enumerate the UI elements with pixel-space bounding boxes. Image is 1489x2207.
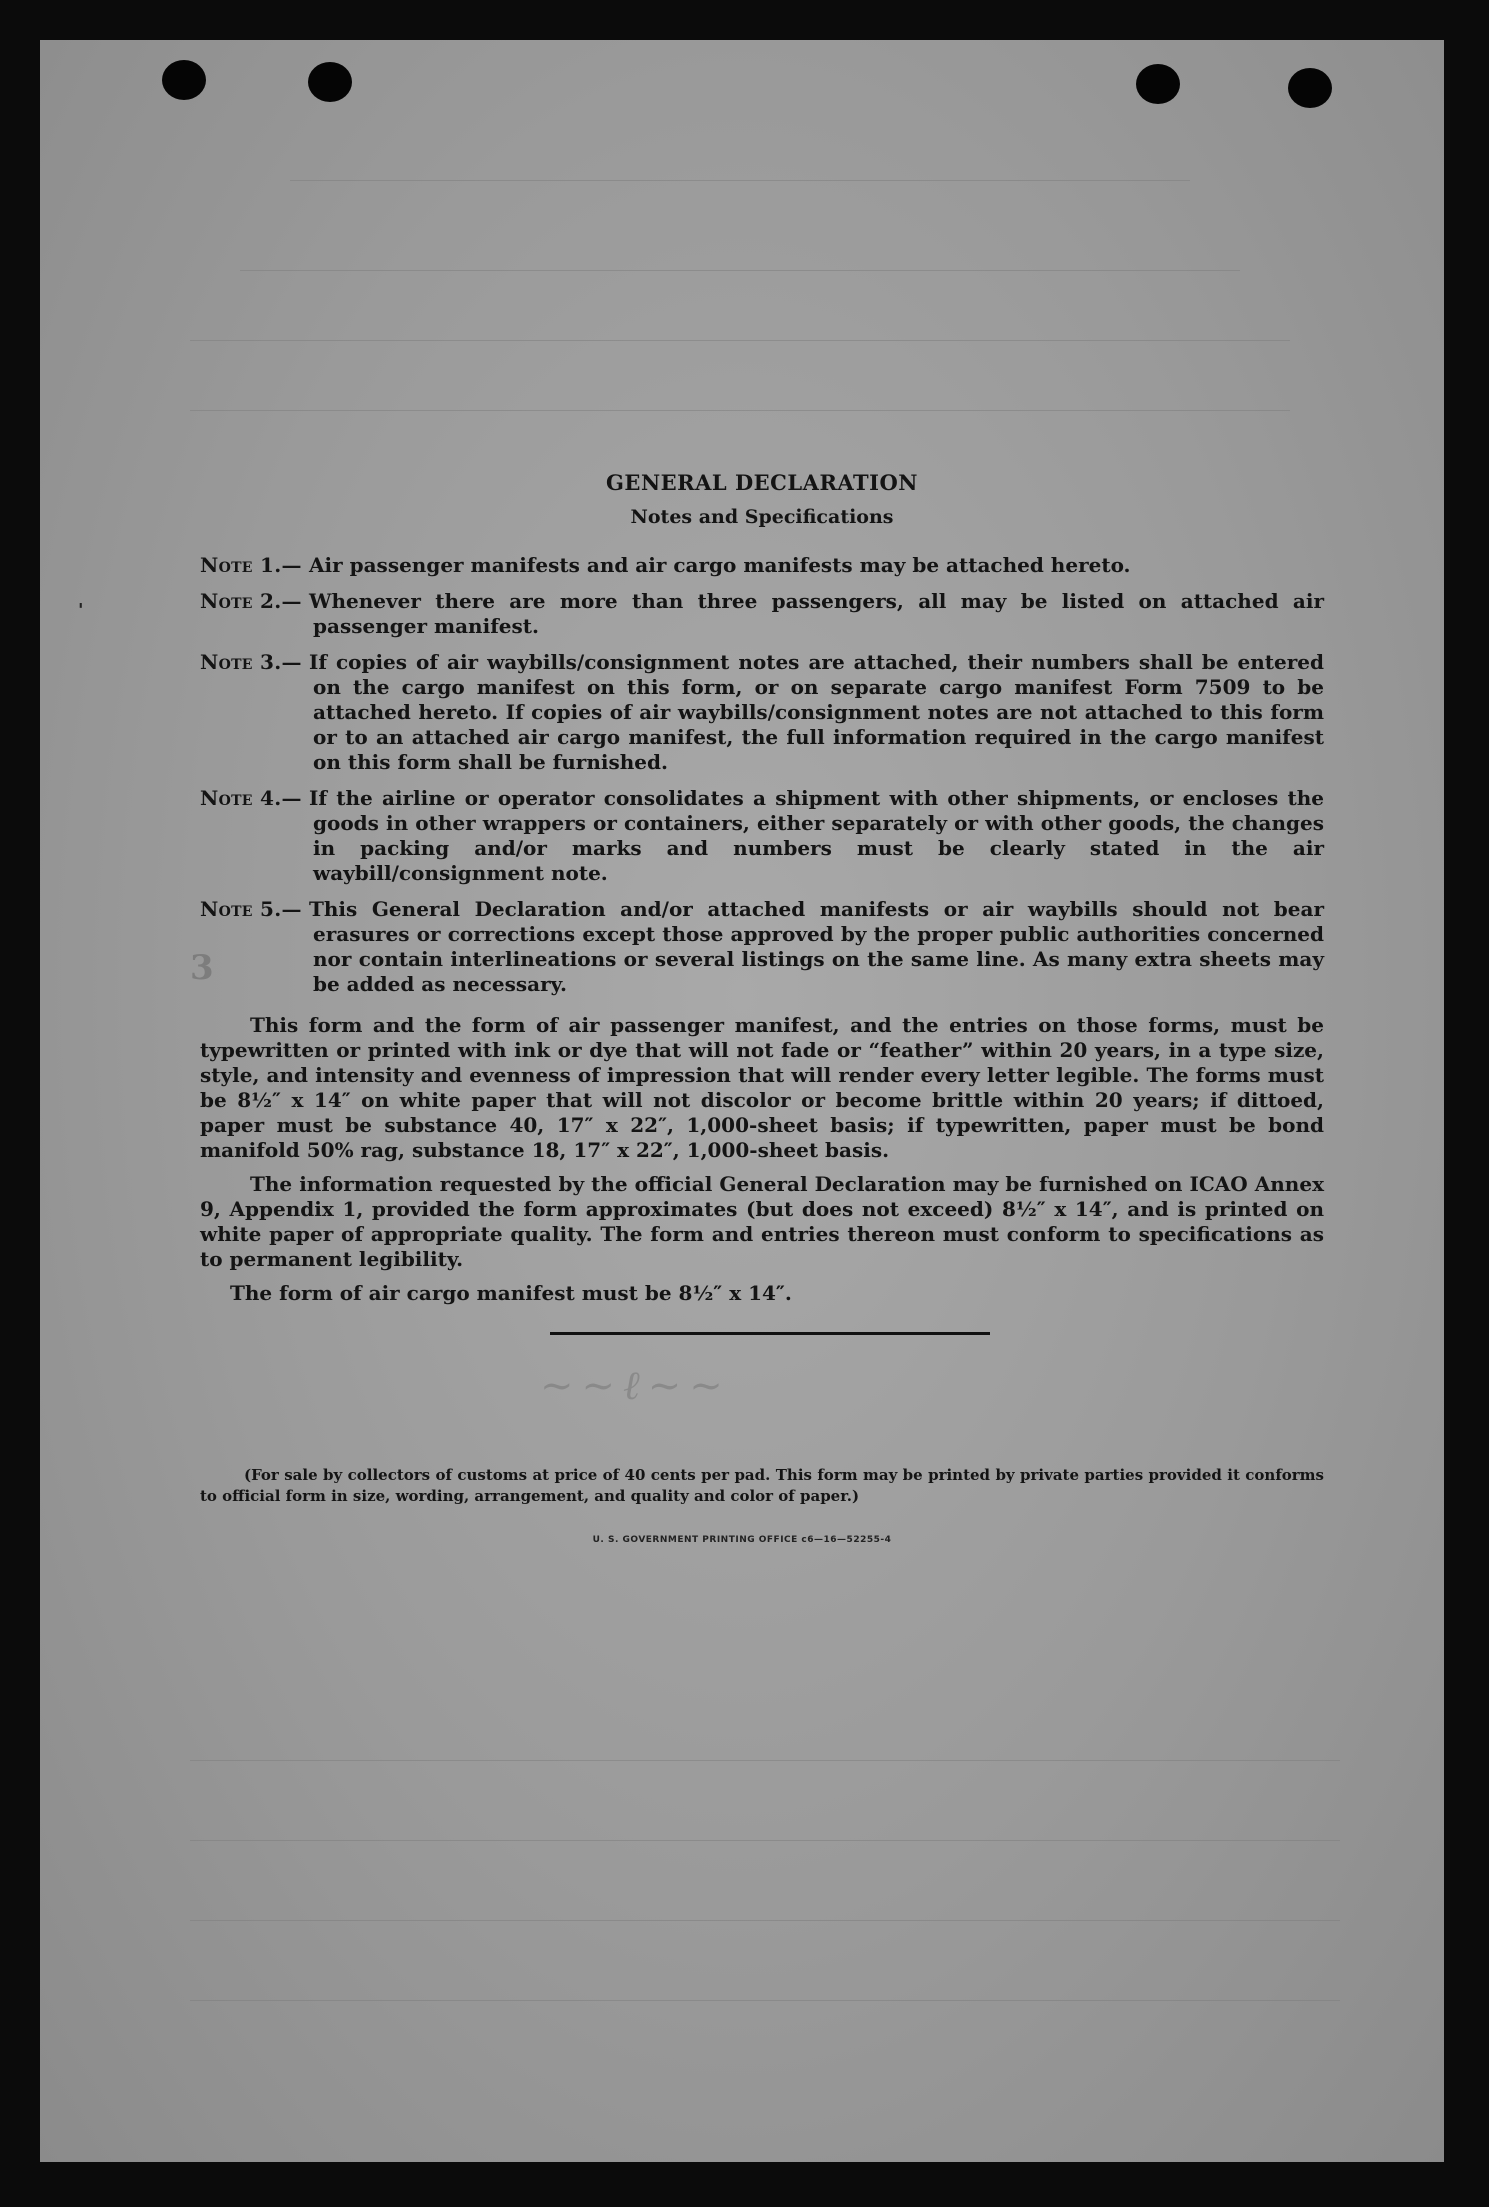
paragraph-icao-annex: The information requested by the official General Declaration may be furnished on ICAO Annex 9, Appendix 1, provided the form approximates (but does not exceed) 8½″ x 14″, and is printed on white paper of appropriate quality. The form and entries thereon must conform to specifications as to permanent legibility. — [200, 1172, 1324, 1271]
note-text: Whenever there are more than three passengers, all may be listed on attached air passenger manifest. — [309, 589, 1324, 638]
bleed-through-line — [240, 270, 1240, 271]
note-2: Note 2.— Whenever there are more than three passengers, all may be listed on attached air passenger manifest. — [200, 589, 1324, 638]
note-text: This General Declaration and/or attached manifests or air waybills should not bear erasures or corrections except those approved by the proper public authorities concerned nor contain interlineations or several listings on the same line. As many extra sheets may be added as necessary. — [309, 897, 1324, 996]
bleed-through-line — [190, 1840, 1340, 1841]
note-label: Note 4. — [200, 786, 282, 810]
printer-line: U. S. GOVERNMENT PRINTING OFFICE c6—16—52255-4 — [592, 1535, 892, 1545]
signature-line — [550, 1332, 990, 1335]
paragraph-cargo-manifest-size: The form of air cargo manifest must be 8½″ x 14″. — [230, 1281, 792, 1305]
signature-bleed-through: ~~ℓ~~ — [540, 1363, 731, 1409]
note-label: Note 5. — [200, 897, 282, 921]
note-5: Note 5.— This General Declaration and/or attached manifests or air waybills should not bear erasures or corrections except those approved by the proper public authorities concerned nor contain interlineations or several listings on the same line. As many extra sheets may be added as necessary. — [200, 897, 1324, 996]
page-subtitle: Notes and Specifications — [630, 506, 894, 528]
page-title: GENERAL DECLARATION — [606, 470, 918, 495]
left-margin-tick: ' — [78, 600, 84, 621]
note-3: Note 3.— If copies of air waybills/consignment notes are attached, their numbers shall be entered on the cargo manifest on this form, or on separate cargo manifest Form 7509 to be attached hereto. If copies of air waybills/consignment notes are not attached to this form or to an attached air cargo manifest, the full information required in the cargo manifest on this form shall be furnished. — [200, 650, 1324, 774]
note-text: If copies of air waybills/consignment notes are attached, their numbers shall be entered on the cargo manifest on this form, or on separate cargo manifest Form 7509 to be attached hereto. If copies of air waybills/consignment notes are not attached to this form or to an attached air cargo manifest, the full information required in the cargo manifest on this form shall be furnished. — [309, 650, 1324, 774]
bleed-through-line — [290, 180, 1190, 181]
bleed-through-line — [190, 1760, 1340, 1761]
bleed-through-line — [190, 2000, 1340, 2001]
punch-hole-1 — [162, 60, 206, 100]
note-text: Air passenger manifests and air cargo manifests may be attached hereto. — [309, 553, 1131, 577]
bleed-through-line — [190, 410, 1290, 411]
note-1: Note 1.— Air passenger manifests and air cargo manifests may be attached hereto. — [200, 553, 1324, 578]
note-4: Note 4.— If the airline or operator consolidates a shipment with other shipments, or encloses the goods in other wrappers or containers, either separately or with other goods, the changes in packing and/or marks and numbers must be clearly stated in the air waybill/consignment note. — [200, 786, 1324, 885]
punch-hole-3 — [1136, 64, 1180, 104]
note-label: Note 1. — [200, 553, 282, 577]
bleed-through-line — [190, 1920, 1340, 1921]
punch-hole-4 — [1288, 68, 1332, 108]
bleed-through-line — [190, 340, 1290, 341]
left-margin-number: 3 — [190, 948, 214, 988]
note-label: Note 2. — [200, 589, 282, 613]
note-label: Note 3. — [200, 650, 282, 674]
paragraph-form-requirements: This form and the form of air passenger manifest, and the entries on those forms, must be typewritten or printed with ink or dye that will not fade or “feather” within 20 years, in a type size, style, and intensity and evenness of impression that will render every letter legible. The forms must be 8½″ x 14″ on white paper that will not discolor or become brittle within 20 years; if dittoed, paper must be substance 40, 17″ x 22″, 1,000-sheet basis; if typewritten, paper must be bond manifold 50% rag, substance 18, 17″ x 22″, 1,000-sheet basis. — [200, 1013, 1324, 1162]
sale-notice: (For sale by collectors of customs at price of 40 cents per pad. This form may be printed by private parties provided it conforms to official form in size, wording, arrangement, and quality and color of paper.) — [200, 1466, 1324, 1505]
punch-hole-2 — [308, 62, 352, 102]
note-text: If the airline or operator consolidates a shipment with other shipments, or encloses the goods in other wrappers or containers, either separately or with other goods, the changes in packing and/or marks and numbers must be clearly stated in the air waybill/consignment note. — [309, 786, 1324, 885]
declaration-content — [200, 470, 1324, 1335]
document-page — [40, 40, 1444, 2162]
